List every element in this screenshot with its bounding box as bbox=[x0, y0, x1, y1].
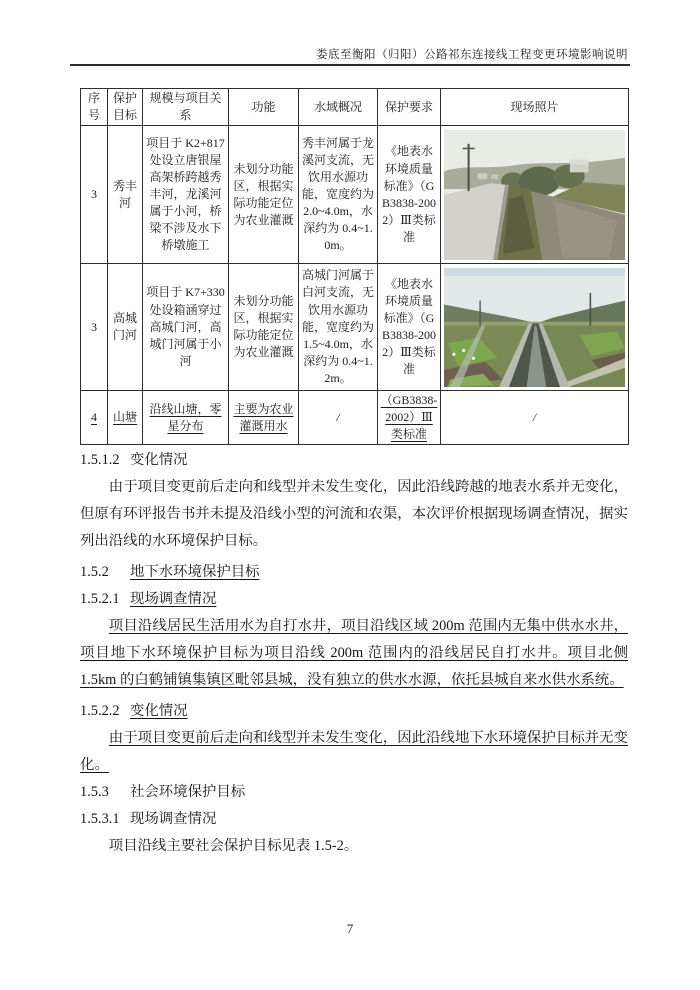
paragraph-surface-water-change: 由于项目变更前后走向和线型并未发生变化，因此沿线跨越的地表水系并无变化，但原有环评报告书并未提及沿线小型的河流和农渠，本次评价根据现场调查情况，据实列出沿线的水环境保护目标。 bbox=[80, 479, 628, 549]
cell-target: 山塘 bbox=[108, 391, 143, 445]
section-heading-1-5-3 bbox=[80, 779, 628, 806]
heading-number: 1.5.3 bbox=[80, 784, 109, 800]
cell-target: 高城门河 bbox=[108, 264, 143, 391]
page-number: 7 bbox=[346, 921, 354, 936]
heading-title: 变化情况 bbox=[130, 452, 188, 468]
col-header-requirement: 保护要求 bbox=[378, 89, 441, 126]
section-heading-1-5-2-2 bbox=[80, 698, 628, 725]
header-title: 娄底至衡阳（归阳）公路祁东连接线工程变更环境影响说明 bbox=[316, 49, 628, 61]
road-and-stream-photo bbox=[444, 130, 625, 260]
water-protection-targets-table bbox=[80, 88, 629, 445]
cell-function: 主要为农业灌溉用水 bbox=[229, 391, 299, 445]
cell-relation: 项目于 K7+330 处设箱涵穿过高城门河，高城门河属于小河 bbox=[143, 264, 229, 391]
heading-title: 变化情况 bbox=[130, 703, 188, 719]
cell-photo bbox=[441, 264, 629, 391]
section-heading-1-5-3-1 bbox=[80, 806, 628, 833]
cell-relation: 沿线山塘，零星分布 bbox=[143, 391, 229, 445]
section-heading-1-5-2 bbox=[80, 559, 628, 586]
cell-seq: 3 bbox=[81, 126, 108, 264]
heading-number: 1.5.3.1 bbox=[80, 811, 120, 827]
heading-number: 1.5.2.2 bbox=[80, 703, 120, 719]
cell-photo: / bbox=[441, 391, 629, 445]
cell-function: 未划分功能区，根据实际功能定位为农业灌溉 bbox=[229, 126, 299, 264]
body-text bbox=[80, 447, 628, 860]
cell-target: 秀丰河 bbox=[108, 126, 143, 264]
heading-number: 1.5.2.1 bbox=[80, 591, 120, 607]
table-row-gaochengmen-river bbox=[81, 264, 629, 391]
cell-overview: 高城门河属于白河支流，无饮用水源功能，宽度约为 1.5~4.0m，水深约为 0.4~1.2m。 bbox=[299, 264, 378, 391]
col-header-no: 序号 bbox=[81, 89, 108, 126]
cell-photo bbox=[441, 126, 629, 264]
paragraph-groundwater-survey: 项目沿线居民生活用水为自打水井，项目沿线区域 200m 范围内无集中供水水井，项目地下水环境保护目标为项目沿线 200m 范围内的沿线居民自打水井。项目北侧 1.5km 的白鹤铺镇集镇区毗邻县城，没有独立的供水水源，依托县城自来水供水系统。 bbox=[80, 618, 628, 688]
col-header-overview: 水域概况 bbox=[299, 89, 378, 126]
col-header-photo: 现场照片 bbox=[441, 89, 629, 126]
heading-title: 地下水环境保护目标 bbox=[130, 564, 260, 580]
heading-title: 现场调查情况 bbox=[130, 591, 217, 607]
cell-seq: 4 bbox=[81, 391, 108, 445]
table-header-row bbox=[81, 89, 629, 126]
section-heading-1-5-2-1 bbox=[80, 586, 628, 613]
paragraph-groundwater-change: 由于项目变更前后走向和线型并未发生变化，因此沿线地下水环境保护目标并无变化。 bbox=[80, 730, 628, 773]
col-header-function: 功能 bbox=[229, 89, 299, 126]
cell-requirement: 《地表水环境质量标准》（GB3838-2002）Ⅲ类标准 bbox=[378, 126, 441, 264]
table-row-xiufeng-river bbox=[81, 126, 629, 264]
cell-overview: 秀丰河属于龙溪河支流，无饮用水源功能，宽度约为 2.0~4.0m，水深约为 0.4~1.0m。 bbox=[299, 126, 378, 264]
paragraph-social-targets: 项目沿线主要社会保护目标见表 1.5-2。 bbox=[108, 838, 359, 854]
heading-title: 现场调查情况 bbox=[130, 811, 217, 827]
cell-function: 未划分功能区，根据实际功能定位为农业灌溉 bbox=[229, 264, 299, 391]
farmland-channel-photo bbox=[444, 268, 625, 387]
cell-requirement: （GB3838-2002）Ⅲ类标准 bbox=[378, 391, 441, 445]
cell-overview: / bbox=[299, 391, 378, 445]
cell-seq: 3 bbox=[81, 264, 108, 391]
section-heading-1-5-1-2 bbox=[80, 447, 628, 474]
header-rule bbox=[70, 64, 630, 66]
heading-title: 社会环境保护目标 bbox=[130, 784, 246, 800]
col-header-target: 保护目标 bbox=[108, 89, 143, 126]
cell-relation: 项目于 K2+817 处设立唐银屋高架桥跨越秀丰河，龙溪河属于小河，桥梁不涉及水下桥墩施工 bbox=[143, 126, 229, 264]
heading-number: 1.5.1.2 bbox=[80, 452, 120, 468]
heading-number: 1.5.2 bbox=[80, 564, 109, 580]
cell-requirement: 《地表水环境质量标准》（GB3838-2002）Ⅲ类标准 bbox=[378, 264, 441, 391]
table-row-shantang bbox=[81, 391, 629, 445]
col-header-relation: 规模与项目关系 bbox=[143, 89, 229, 126]
